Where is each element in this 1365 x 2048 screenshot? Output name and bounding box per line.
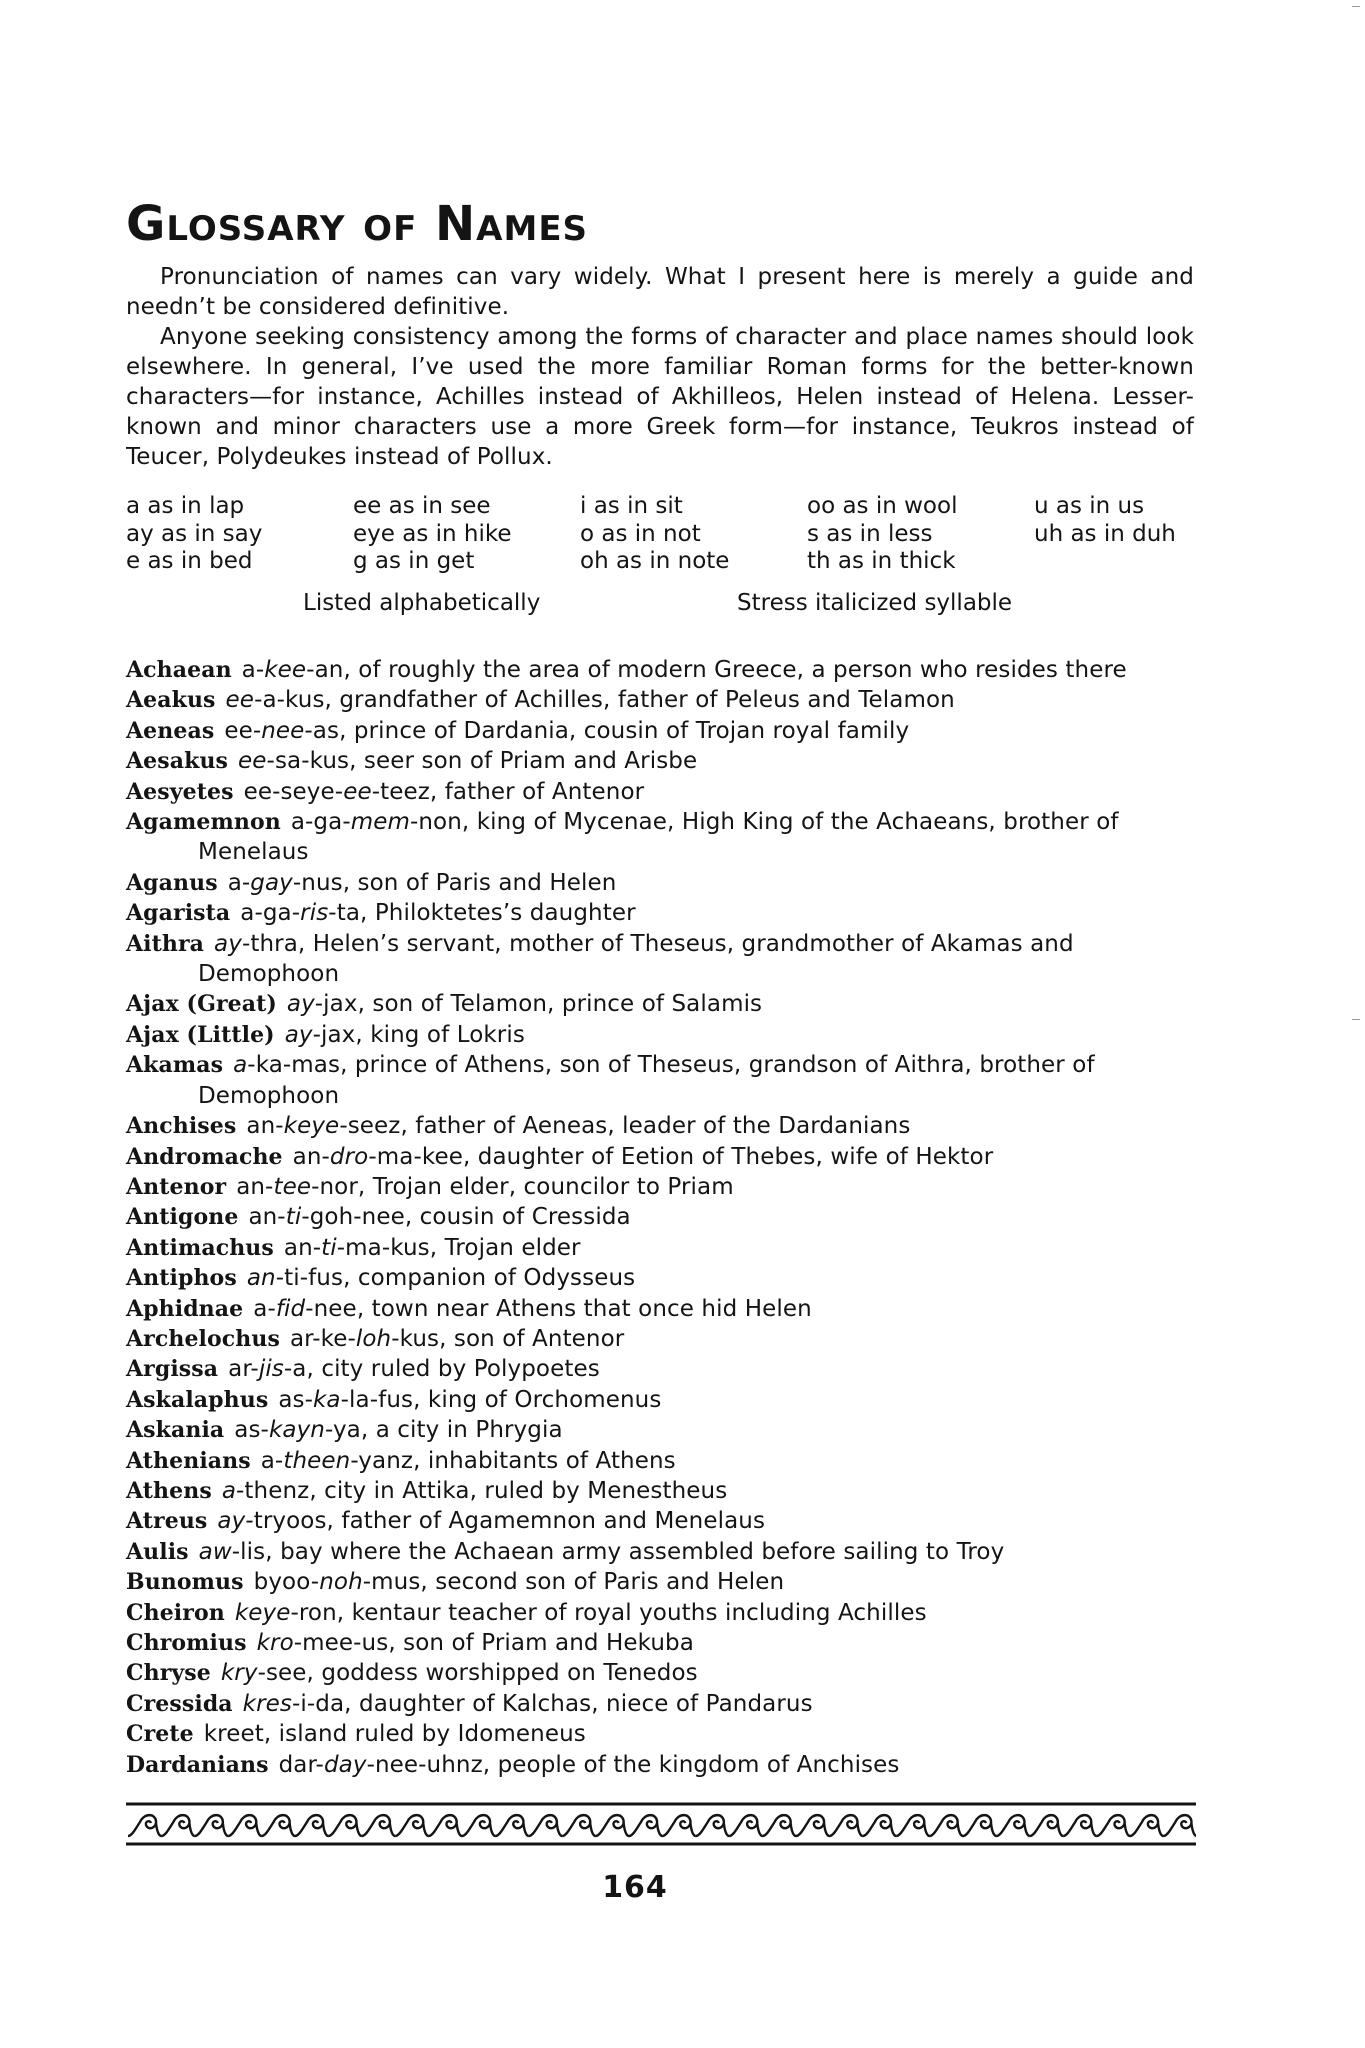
key-item: i as in sit	[580, 493, 683, 519]
syllable: -goh-nee	[301, 1204, 405, 1231]
entry-definition: , goddess worshipped on Tenedos	[306, 1660, 698, 1687]
wave-motif	[996, 1815, 1029, 1836]
page-title: Glossary of Names	[126, 196, 589, 252]
key-item: a as in lap	[126, 493, 245, 519]
entry-term: Chryse	[126, 1660, 211, 1687]
stressed-syllable: nee	[261, 717, 305, 744]
key-item: ee as in see	[353, 493, 491, 519]
entry-pronunciation	[253, 1296, 357, 1322]
glossary-entry	[126, 868, 1196, 898]
entry-pronunciation	[238, 748, 349, 774]
stressed-syllable: a	[221, 1477, 237, 1504]
wave-motif	[362, 1815, 395, 1836]
stressed-syllable: keye	[283, 1113, 340, 1140]
entry-term: Aesyetes	[126, 778, 234, 805]
entry-term: Aphidnae	[126, 1295, 244, 1322]
entry-term: Argissa	[126, 1356, 219, 1383]
wave-motif	[328, 1815, 361, 1836]
glossary-entry	[126, 1598, 1196, 1628]
entry-term: Dardanians	[126, 1751, 269, 1778]
wave-motif	[829, 1815, 862, 1836]
glossary-entry	[126, 1415, 1196, 1445]
entry-term: Chromius	[126, 1630, 247, 1656]
wave-motif	[729, 1815, 762, 1836]
scan-margin-mark	[1352, 6, 1360, 7]
entry-pronunciation	[240, 900, 360, 926]
glossary-entry	[126, 1537, 1196, 1567]
syllable: -yanz	[350, 1447, 414, 1474]
wave-motif	[195, 1815, 228, 1836]
syllable: -mee-us	[293, 1630, 389, 1656]
entry-pronunciation	[226, 687, 325, 713]
syllable: -la-fus	[340, 1386, 414, 1413]
entry-definition: , Helen’s servant, mother of Theseus, grandmother of Akamas and Demophoon	[198, 930, 1074, 988]
entry-term: Bunomus	[126, 1569, 244, 1596]
entry-pronunciation	[243, 1691, 345, 1717]
glossary-entry	[126, 1658, 1196, 1688]
glossary-entry	[126, 1354, 1196, 1384]
stressed-syllable: loh	[355, 1325, 392, 1352]
key-item: oo as in wool	[807, 493, 958, 519]
stressed-syllable: ay	[214, 930, 242, 957]
entry-pronunciation	[242, 657, 344, 683]
glossary-entry	[126, 1142, 1196, 1172]
syllable: -nus	[292, 869, 343, 896]
glossary-entry	[126, 1567, 1196, 1597]
entry-pronunciation	[244, 779, 430, 805]
wave-motif	[462, 1815, 495, 1836]
glossary-entry	[126, 1476, 1196, 1506]
wave-motif	[796, 1815, 829, 1836]
entry-pronunciation	[204, 1721, 264, 1747]
scan-margin-mark	[1352, 1019, 1360, 1020]
entry-definition: , son of Paris and Helen	[342, 869, 617, 896]
syllable: -jax	[314, 991, 358, 1018]
entry-term: Athenians	[126, 1447, 251, 1474]
entry-definition: , Trojan elder, councilor to Priam	[357, 1173, 734, 1200]
syllable: -an	[306, 657, 344, 683]
stressed-syllable: kro	[256, 1630, 294, 1656]
entry-pronunciation	[278, 1387, 413, 1413]
glossary-entry	[126, 1719, 1196, 1749]
stressed-syllable: kry	[220, 1660, 258, 1687]
wave-motif	[228, 1815, 261, 1836]
stressed-syllable: an	[246, 1265, 276, 1292]
entry-pronunciation	[291, 809, 462, 835]
glossary-entry	[126, 1202, 1196, 1232]
syllable: ar-ke-	[289, 1325, 356, 1352]
entry-pronunciation	[247, 1265, 343, 1291]
entry-term: Akamas	[126, 1052, 224, 1079]
stressed-syllable: keye	[234, 1599, 291, 1626]
entry-term: Aeakus	[126, 687, 216, 714]
glossary-entry	[126, 1172, 1196, 1202]
stressed-syllable: ka	[313, 1386, 341, 1413]
stressed-syllable: fid	[275, 1295, 306, 1322]
glossary-entry	[126, 1750, 1196, 1780]
entry-term: Askalaphus	[126, 1386, 269, 1413]
entry-term: Atreus	[126, 1508, 208, 1535]
syllable: -ta	[328, 900, 361, 927]
wave-motif	[495, 1815, 528, 1836]
key-item: s as in less	[807, 520, 933, 547]
key-item: g as in get	[353, 548, 475, 574]
entry-definition: , cousin of Cressida	[404, 1204, 631, 1231]
entry-pronunciation	[234, 1417, 361, 1443]
entry-pronunciation	[217, 1508, 326, 1534]
syllable: -as	[304, 717, 340, 744]
glossary-entry	[126, 716, 1196, 746]
entry-definition: , son of Antenor	[439, 1325, 625, 1352]
syllable: -ya	[324, 1417, 361, 1444]
entry-definition: , king of Mycenae, High King of the Achaeans, brother of Menelaus	[198, 809, 1119, 866]
entry-definition: , father of Agamemnon and Menelaus	[326, 1508, 766, 1535]
glossary-entry	[126, 1446, 1196, 1476]
syllable: an-	[292, 1143, 330, 1170]
syllable: -ka-mas	[247, 1052, 341, 1079]
entry-pronunciation	[224, 718, 339, 744]
wave-motif	[863, 1815, 896, 1836]
stressed-syllable: gay	[250, 869, 293, 896]
entry-definition: , a city in Phrygia	[360, 1417, 563, 1444]
glossary-entry	[126, 1050, 1196, 1111]
wave-motif	[1030, 1815, 1063, 1836]
entry-pronunciation	[246, 1113, 400, 1139]
page-number: 164	[602, 1870, 668, 1905]
syllable: a-ga-	[240, 900, 301, 927]
wave-motif	[128, 1815, 161, 1836]
stressed-syllable: theen	[283, 1447, 351, 1474]
entry-definition: , second son of Paris and Helen	[420, 1569, 785, 1596]
entry-term: Agarista	[126, 900, 231, 927]
entry-definition: , king of Orchomenus	[413, 1386, 662, 1413]
stressed-syllable: ay	[217, 1508, 246, 1535]
alphabetical-note: Listed alphabetically	[303, 590, 541, 616]
entry-definition: , grandfather of Achilles, father of Peleus and Telamon	[324, 687, 955, 714]
entry-definition: , island ruled by Idomeneus	[263, 1721, 586, 1748]
stressed-syllable: aw	[198, 1538, 232, 1565]
syllable: -nee-uhnz	[366, 1751, 483, 1778]
stressed-syllable: noh	[319, 1569, 363, 1596]
entry-pronunciation	[290, 1326, 439, 1352]
syllable: dar-	[278, 1751, 324, 1778]
syllable: a-ga-	[290, 809, 351, 836]
wave-pattern	[128, 1815, 1196, 1836]
entry-pronunciation	[279, 1752, 483, 1778]
entry-pronunciation	[257, 1630, 389, 1656]
syllable: a-	[241, 657, 265, 683]
glossary-entry	[126, 1020, 1196, 1050]
entry-term: Agamemnon	[126, 809, 281, 836]
wave-motif	[896, 1815, 929, 1836]
glossary-list	[126, 655, 1196, 1780]
wave-motif	[629, 1815, 662, 1836]
entry-definition: , town near Athens that once hid Helen	[356, 1295, 812, 1322]
entry-term: Cressida	[126, 1690, 233, 1717]
wave-motif	[696, 1815, 729, 1836]
entry-term: Antimachus	[126, 1234, 274, 1261]
wave-motif	[1163, 1815, 1196, 1836]
entry-term: Crete	[126, 1721, 194, 1748]
entry-definition: , daughter of Eetion of Thebes, wife of Hektor	[462, 1143, 994, 1170]
wave-motif	[161, 1815, 194, 1836]
wave-motif	[963, 1815, 996, 1836]
wave-motif	[1097, 1815, 1130, 1836]
key-item: e as in bed	[126, 548, 253, 574]
entry-definition: , city ruled by Polypoetes	[306, 1356, 600, 1383]
stressed-syllable: ee	[225, 687, 255, 714]
syllable: -jax	[312, 1021, 356, 1048]
pronunciation-key	[126, 493, 1194, 583]
entry-pronunciation	[254, 1569, 421, 1595]
syllable: -non	[409, 809, 462, 836]
syllable: -thra	[241, 930, 298, 957]
syllable: -see	[257, 1660, 307, 1687]
stressed-syllable: ris	[300, 900, 329, 927]
syllable: -lis	[231, 1538, 266, 1565]
entry-definition: , prince of Dardania, cousin of Trojan royal family	[339, 717, 910, 744]
entry-definition: , companion of Odysseus	[343, 1265, 636, 1292]
syllable: -nor	[311, 1173, 358, 1200]
syllable: -sa-kus	[266, 748, 350, 775]
stressed-syllable: kres	[242, 1690, 292, 1717]
stressed-syllable: dro	[329, 1143, 369, 1170]
stressed-syllable: ee	[343, 778, 372, 805]
entry-pronunciation	[228, 870, 343, 896]
greek-wave-border	[126, 1800, 1196, 1850]
stressed-syllable: a	[233, 1052, 248, 1079]
key-item: u as in us	[1034, 493, 1145, 519]
syllable: -ti-fus	[275, 1265, 344, 1292]
glossary-entry	[126, 929, 1196, 990]
entry-term: Antigone	[126, 1204, 239, 1231]
syllable: a-	[253, 1295, 276, 1322]
key-column	[126, 493, 262, 576]
glossary-entry	[126, 989, 1196, 1019]
entry-term: Aithra	[126, 930, 205, 957]
syllable: ar-	[228, 1356, 259, 1383]
syllable: a-	[227, 869, 251, 896]
syllable: -thenz	[236, 1477, 310, 1504]
entry-term: Antiphos	[126, 1265, 237, 1292]
glossary-entry	[126, 898, 1196, 928]
entry-pronunciation	[199, 1539, 266, 1565]
key-column	[807, 493, 957, 576]
entry-definition: , father of Aeneas, leader of the Dardanians	[400, 1113, 911, 1140]
syllable: -tryoos	[245, 1508, 327, 1535]
entry-definition: , daughter of Kalchas, niece of Pandarus	[344, 1690, 813, 1717]
wave-motif	[1063, 1815, 1096, 1836]
entry-pronunciation	[248, 1204, 404, 1230]
intro-text	[126, 262, 1194, 472]
entry-definition: , bay where the Achaean army assembled before sailing to Troy	[265, 1538, 1005, 1565]
entry-term: Athens	[126, 1477, 212, 1504]
syllable: -ron	[290, 1599, 337, 1626]
syllable: ee-	[224, 717, 262, 744]
entry-definition: , kentaur teacher of royal youths including Achilles	[336, 1599, 927, 1626]
wave-motif	[662, 1815, 695, 1836]
wave-motif	[596, 1815, 629, 1836]
entry-definition: , people of the kingdom of Anchises	[482, 1751, 900, 1778]
entry-definition: , son of Telamon, prince of Salamis	[357, 991, 763, 1018]
syllable: -kus	[391, 1325, 440, 1352]
entry-definition: , Trojan elder	[429, 1234, 581, 1261]
stress-note: Stress italicized syllable	[737, 590, 1013, 616]
syllable: -teez	[371, 778, 430, 805]
key-column	[353, 493, 512, 576]
entry-pronunciation	[222, 1478, 310, 1504]
syllable: an-	[246, 1113, 284, 1140]
entry-pronunciation	[221, 1660, 307, 1686]
glossary-entry	[126, 1506, 1196, 1536]
glossary-entry	[126, 1628, 1196, 1658]
key-item: ay as in say	[126, 520, 263, 547]
glossary-entry	[126, 1324, 1196, 1354]
entry-term: Anchises	[126, 1113, 237, 1140]
entry-term: Archelochus	[126, 1325, 280, 1352]
syllable: ee-seye-	[243, 778, 344, 805]
stressed-syllable: kayn	[268, 1417, 325, 1444]
syllable: -ma-kee	[368, 1143, 463, 1170]
wave-motif	[529, 1815, 562, 1836]
wave-motif	[1130, 1815, 1163, 1836]
entry-pronunciation	[233, 1052, 340, 1078]
stressed-syllable: ti	[285, 1204, 302, 1231]
key-item: eye as in hike	[353, 520, 512, 547]
syllable: a-	[260, 1447, 284, 1474]
entry-term: Andromache	[126, 1143, 283, 1170]
glossary-entry	[126, 1294, 1196, 1324]
entry-term: Aeneas	[126, 717, 215, 744]
entry-term: Cheiron	[126, 1599, 225, 1626]
syllable: as-	[234, 1417, 269, 1444]
entry-pronunciation	[285, 1022, 356, 1048]
stressed-syllable: kee	[264, 657, 307, 683]
key-column	[1034, 493, 1176, 548]
wave-motif	[429, 1815, 462, 1836]
entry-definition: , city in Attika, ruled by Menestheus	[309, 1477, 728, 1504]
entry-definition: , prince of Athens, son of Theseus, grandson of Aithra, brother of Demophoon	[198, 1052, 1095, 1109]
entry-term: Aganus	[126, 869, 218, 896]
wave-motif	[262, 1815, 295, 1836]
glossary-entry	[126, 1233, 1196, 1263]
glossary-entry	[126, 746, 1196, 776]
syllable: -ma-kus	[336, 1234, 430, 1261]
stressed-syllable: mem	[350, 809, 410, 836]
stressed-syllable: day	[323, 1751, 367, 1778]
syllable: -mus	[362, 1569, 421, 1596]
syllable: -a-kus	[254, 687, 325, 714]
entry-term: Aulis	[126, 1538, 189, 1565]
entry-pronunciation	[287, 991, 358, 1017]
glossary-entry	[126, 1385, 1196, 1415]
glossary-entry	[126, 655, 1196, 685]
glossary-entry	[126, 1111, 1196, 1141]
syllable: as-	[278, 1386, 314, 1413]
entry-pronunciation	[214, 931, 298, 957]
entry-term: Antenor	[126, 1173, 227, 1200]
entry-definition: , of roughly the area of modern Greece, a person who resides there	[343, 657, 1127, 683]
entry-term: Askania	[126, 1417, 225, 1444]
syllable: -nee	[305, 1295, 357, 1322]
glossary-entry	[126, 777, 1196, 807]
glossary-entry	[126, 685, 1196, 715]
entry-pronunciation	[284, 1235, 430, 1261]
entry-pronunciation	[293, 1144, 463, 1170]
stressed-syllable: tee	[273, 1173, 312, 1200]
syllable: -seez	[339, 1113, 401, 1140]
entry-definition: , son of Priam and Hekuba	[388, 1630, 694, 1656]
stressed-syllable: ay	[284, 1021, 313, 1048]
syllable: an-	[283, 1234, 322, 1261]
entry-definition: , inhabitants of Athens	[413, 1447, 676, 1474]
entry-term: Ajax (Little)	[126, 1021, 275, 1048]
entry-definition: , father of Antenor	[429, 778, 645, 805]
entry-term: Achaean	[126, 657, 232, 683]
entry-term: Aesakus	[126, 748, 229, 775]
entry-pronunciation	[228, 1356, 306, 1382]
intro-paragraph: Pronunciation of names can vary widely. What I present here is merely a guide and needn’t be considered definitive.	[126, 264, 1194, 320]
wave-motif	[763, 1815, 796, 1836]
key-item: o as in not	[580, 520, 701, 547]
entry-term: Ajax (Great)	[126, 991, 277, 1018]
entry-pronunciation	[235, 1600, 337, 1626]
entry-definition: , seer son of Priam and Arisbe	[349, 748, 698, 775]
wave-motif	[395, 1815, 428, 1836]
key-item: th as in thick	[807, 548, 956, 574]
glossary-entry	[126, 1263, 1196, 1293]
intro-paragraph: Anyone seeking consistency among the forms of character and place names should look elsewhere. In general, I’ve used the more familiar Roman forms for the better-known characters—for instance, Achilles instead of Akhilleos, Helen instead of Helena. Lesser-known and minor characters use a more Greek form—for instance, Teukros instead of Teucer, Polydeukes instead of Pollux.	[126, 324, 1194, 470]
entry-definition: , king of Lokris	[355, 1021, 525, 1048]
stressed-syllable: ti	[321, 1234, 337, 1261]
key-item: uh as in duh	[1034, 520, 1176, 547]
stressed-syllable: jis	[258, 1356, 284, 1383]
key-item: oh as in note	[580, 548, 730, 574]
syllable: -i-da	[291, 1690, 345, 1717]
glossary-entry	[126, 1689, 1196, 1719]
wave-motif	[930, 1815, 963, 1836]
wave-motif	[295, 1815, 328, 1836]
stressed-syllable: ay	[286, 991, 315, 1018]
wave-motif	[562, 1815, 595, 1836]
stressed-syllable: ee	[238, 748, 267, 775]
glossary-entry	[126, 807, 1196, 868]
entry-pronunciation	[236, 1174, 358, 1200]
syllable: an-	[248, 1204, 286, 1231]
entry-pronunciation	[261, 1448, 413, 1474]
syllable: byoo-	[253, 1569, 320, 1596]
syllable: kreet	[203, 1721, 264, 1748]
key-column	[580, 493, 729, 576]
syllable: -a	[283, 1356, 307, 1383]
syllable: an-	[236, 1173, 274, 1200]
entry-definition: , Philoktetes’s daughter	[360, 900, 636, 927]
